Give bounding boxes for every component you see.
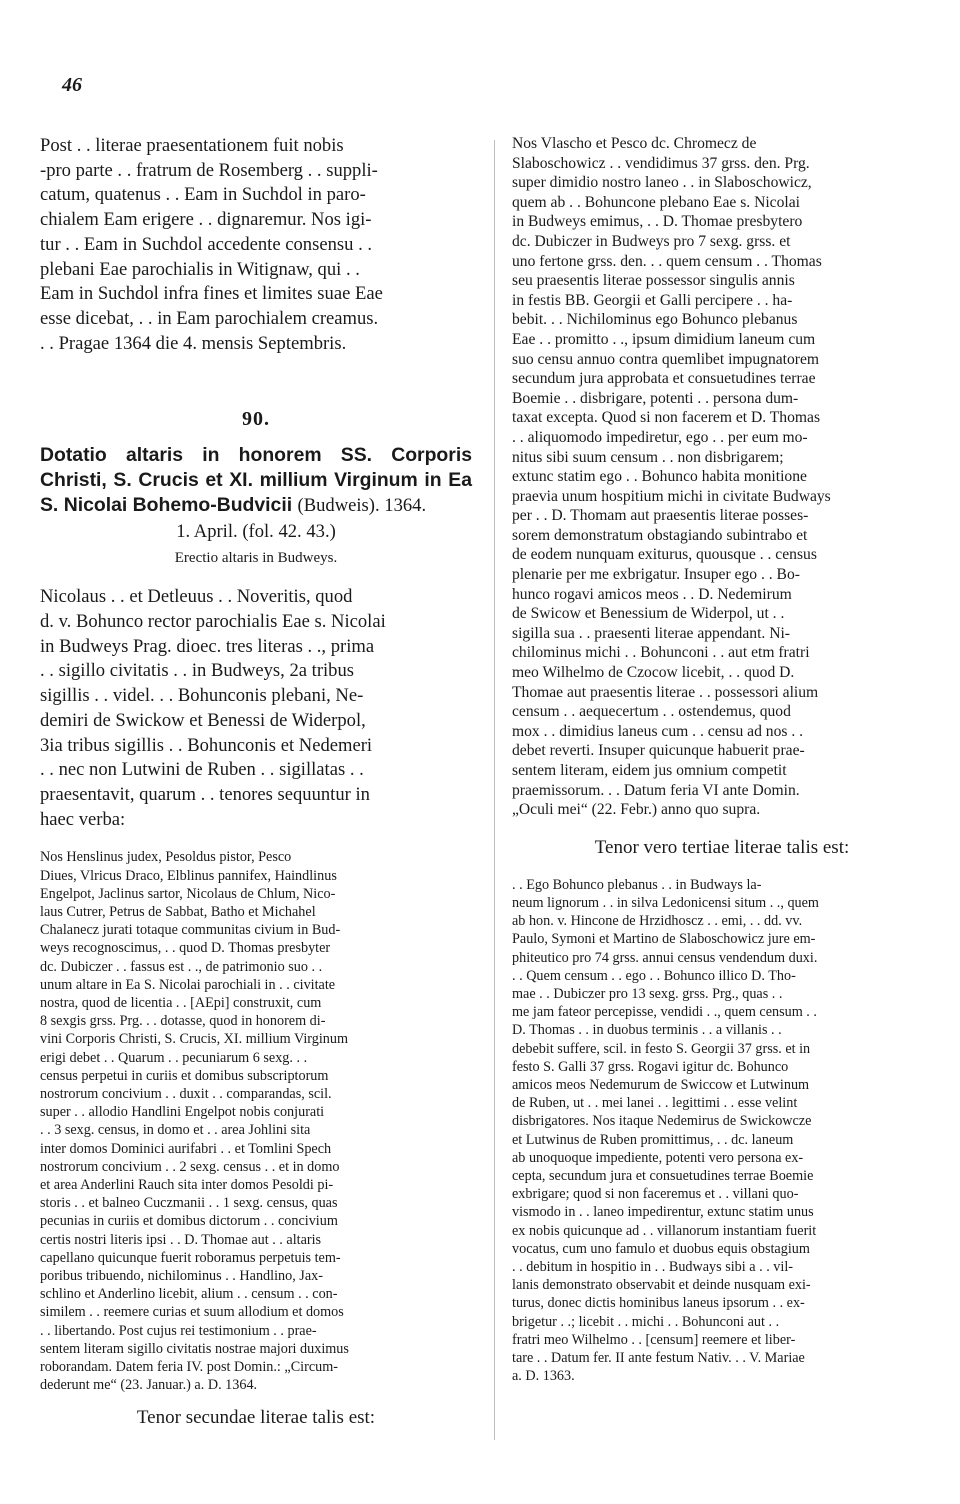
charter-third: . . Ego Bohunco plebanus . . in Budways la- neum lignorum . . in silva Ledonicensi situm . ., quem ab hon. v. Hincone de Hrzidhoscz . . emi, . . dd. vv. Paulo, Symoni et Martino de Slaboschowicz jure em- phiteutico pro 74 grss. annui census vendendum duxi. . . Quem censum . . ego . . Bohunco illico D. Tho- mae . . Dubiczer pro 13 sexg. grss. Prg., quas . . me jam fateor percepisse, vendidi . ., quem censum . . D. Thomas . . in duobus terminis . . a villanis . . debebit suffere, scil. in festo S. Georgii 37 grss. et in festo S. Galli 37 grss. Rogavi igitur dc. Bohunco amicos meos Nedemurum de Swiccow et Lutwinum de Ruben, ut . . mei lanei . . legittimi . . esse velint disbrigatores. Nos itaque Nedemirus de Swickowcze et Lutwinus de Ruben promittimus, . . dc. laneum ab unoquoque impediente, potenti vero persona ex- cepta, secundum jura et consuetudines terrae Boemie exbrigare; quod si non faceremus et . . villani quo- vismodo in . . laneo impedirentur, extunc statim unus ex nobis quicunque ad . . villanorum instantiam fuerit vocatus, cum uno famulo et duobus equis obstagium . . debitum in hospitio in . . Budways sibi a . . vil- lanis demonstrato observabit et deinde nusquam exi- turus, donec dictis hominibus laneus ipsorum . . ex- brigetur . .; licebit . . michi . . Bohunconi aut . . fratri meo Wilhelmo . . [censum] reemere et liber- tare . . Datum fer. II ante festum Nativ. . . V. Mariae a. D. 1363. <box>512 876 819 1385</box>
tenor-second-heading: Tenor secundae literae talis est: <box>136 1407 376 1429</box>
charter-second: Nos Vlascho et Pesco dc. Chromecz de Slaboschowicz . . vendidimus 37 grss. den. Prg. super dimidio nostro laneo . . in Slaboschowicz, quem ab . . Bohuncone plebano Eae s. Nicolai in Budweys emimus, . . D. Thomae presbytero dc. Dubiczer in Budweys pro 7 sexg. grss. et uno fertone grss. den. . . quem censum . . Thomas seu praesentis literae possessor singulis annis in festis BB. Georgii et Galli percipere . . ha- bebit. . . Nichilominus ego Bohunco plebanus Eae . . promitto . ., ipsum dimidium laneum cum suo censu annuo contra quemlibet impugnatorem secundum jura approbata et consuetudines terrae Boemie . . disbrigare, potenti . . persona dum- taxat excepta. Quod si non facerem et D. Thomas . . aliquomodo impediretur, ego . . per eum mo- nitus sibi suum censum . . non disbrigarem; extunc statim ego . . Bohunco habita monitione praevia unum hospitium michi in civitate Budways per . . D. Thomam aut praesentis literae posses- sorem demonstratum obstagiando subintrabo et de eodem nunquam exiturus, quousque . . census plenarie per me exbrigatur. Insuper ego . . Bo- hunco rogavi amicos meos . . D. Nedemirum de Swicow et Benessium de Widerpol, ut . . sigilla sua . . praesenti literae appendant. Ni- chilominus michi . . Bohunconi . . aut etm fratri meo Wilhelmo de Czocow licebit, . . quod D. Thomae aut praesentis literae . . possessori alium censum . . aequecertum . . ostendemus, quod mox . . dimidius laneus cum . . censu ad nos . . debet reverti. Insuper quicunque habuerit prae- sentem literam, eidem jus omnium competit praemissorum. . . Datum feria VI ante Domin. „Oculi mei“ (22. Febr.) anno quo supra. <box>512 135 831 819</box>
tenor-third-heading: Tenor vero tertiae literae talis est: <box>594 836 850 858</box>
page-number: 46 <box>62 74 82 96</box>
document-regest: Erectio altaris in Budweys. <box>174 550 338 567</box>
document-date: 1. April. (fol. 42. 43.) <box>176 521 336 543</box>
intro-paragraph: Post . . literae praesentationem fuit nobis -pro parte . . fratrum de Rosemberg . . suppli- catum, quatenus . . Eam in Suchdol in paro- chialem Eam erigere . . dignaremur. Nos igi- tur . . Eam in Suchdol accedente consensu . . plebani Eae parochialis in Witignaw, qui . . Eam in Suchdol infra fines et limites suae Eae esse dicebat, . . in Eam parochialem creamus. . . Pragae 1364 die 4. mensis Septembris. <box>40 135 383 354</box>
right-column <box>512 134 932 1385</box>
body-paragraph: Nicolaus . . et Detleuus . . Noveritis, quod d. v. Bohunco rector parochialis Eae s. Nicolai in Budweys Prag. dioec. tres literas . ., prima . . sigillo civitatis . . in Budweys, 2a tribus sigillis . . videl. . . Bohunconis plebani, Ne- demiri de Swickow et Benessi de Widerpol, 3ia tribus sigillis . . Bohunconis et Nedemeri . . nec non Lutwini de Ruben . . sigillatas . . praesentavit, quarum . . tenores sequuntur in haec verba: <box>40 586 386 830</box>
left-column <box>40 134 472 1430</box>
column-divider <box>494 140 495 1440</box>
document-heading-title: Dotatio altaris in honorem SS. Corporis Christi, S. Crucis et XI. millium Virginum in Ea S. Nicolai Bohemo-Budvicii <box>40 444 472 517</box>
document-heading-place: (Budweis). 1364. <box>297 495 427 517</box>
charter-first: Nos Henslinus judex, Pesoldus pistor, Pesco Diues, Vlricus Draco, Elblinus pannifex, Haindlinus Engelpot, Jaclinus sartor, Nicolaus de Chlum, Nico- laus Cutrer, Petrus de Sabbat, Batho et Michahel Chalanecz jurati totaque communitas civium in Bud- weys recognoscimus, . . quod D. Thomas presbyter dc. Dubiczer . . fassus est . ., de patrimonio suo . . unum altare in Ea S. Nicolai parochiali in . . civitate nostra, quod de licentia . . [AEpi] construxit, cum 8 sexgis grss. Prg. . . dotasse, quod in honorem di- vini Corporis Christi, S. Crucis, XI. millium Virginum erigi debet . . Quarum . . pecuniarum 6 sexg. . . census perpetui in curiis et domibus subscriptorum nostrorum concivium . . duxit . . comparandas, scil. super . . allodio Handlini Engelpot nobis conjurati . . 3 sexg. census, in domo et . . area Johlini sita inter domos Dominici aurifabri . . et Tomlini Spech nostrorum concivium . . 2 sexg. census . . et in domo et area Anderlini Rauch sita inter domos Pesoldi pi- storis . . et balneo Cuczmanii . . 1 sexg. census, quas pecunias in curiis et domibus dictorum . . concivium certis nostri literis ipsi . . D. Thomae aut . . altaris capellano quicunque fuerit roboramus perpetuis tem- poribus tribuendo, nichilominus . . Handlino, Jax- schlino et Anderlino licebit, alium . . censum . . con- similem . . reemere curias et suum allodium et domos . . libertando. Post cujus rei testimonium . . prae- sentem literam sigillo civitatis nostrae majori duximus roborandam. Datem feria IV. post Domin.: „Circum- dederunt me“ (23. Januar.) a. D. 1364. <box>40 849 349 1394</box>
document-number: 90. <box>242 408 270 431</box>
document-heading <box>40 443 472 518</box>
